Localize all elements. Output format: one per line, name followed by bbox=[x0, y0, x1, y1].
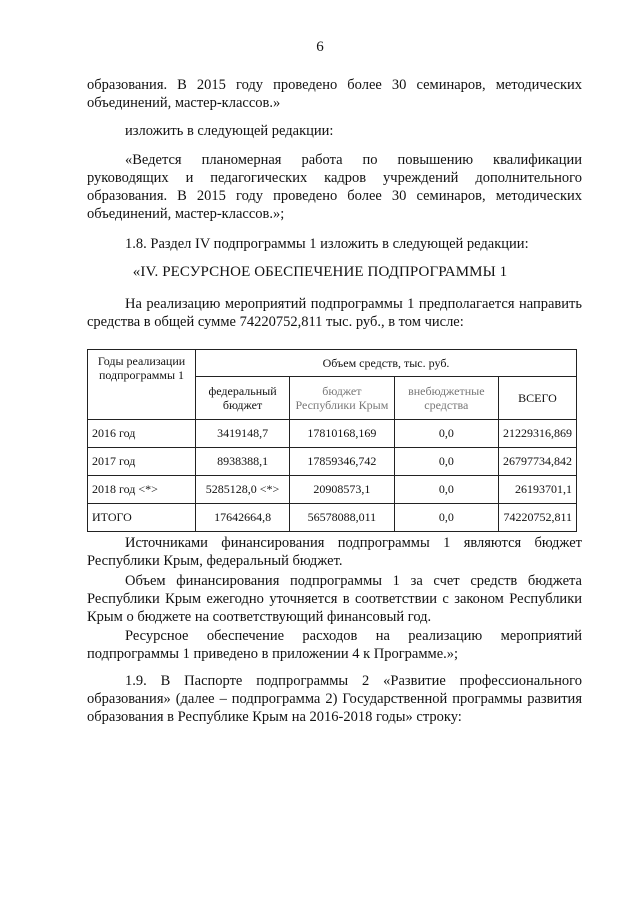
row-federal: 5285128,0 <*> bbox=[196, 476, 290, 504]
paragraph-line: Крым о бюджете на соответствующий финансовый год. bbox=[87, 609, 432, 625]
header-federal: федеральный бюджет bbox=[196, 377, 290, 420]
paragraph-line: образования. В 2015 году проведено более 30 семинаров, методических bbox=[87, 77, 582, 93]
paragraph-line: подпрограммы 1 приведено в приложении 4 к Программе.»; bbox=[87, 646, 459, 662]
header-republic: бюджет Республики Крым bbox=[290, 377, 395, 420]
row-republic: 56578088,011 bbox=[290, 504, 395, 532]
row-extra: 0,0 bbox=[394, 476, 498, 504]
row-republic: 17859346,742 bbox=[290, 448, 395, 476]
header-total: ВСЕГО bbox=[498, 377, 576, 420]
paragraph-line: образования» (далее – подпрограмма 2) Государственной программы развития bbox=[87, 691, 582, 707]
row-year: 2018 год <*> bbox=[88, 476, 196, 504]
paragraph-line: изложить в следующей редакции: bbox=[125, 123, 334, 139]
paragraph-line: Объем финансирования подпрограммы 1 за счет средств бюджета bbox=[125, 573, 582, 589]
paragraph-line: объединений, мастер-классов.» bbox=[87, 95, 281, 111]
paragraph-line: Источниками финансирования подпрограммы 1 являются бюджет bbox=[125, 535, 582, 551]
row-federal: 17642664,8 bbox=[196, 504, 290, 532]
table-row bbox=[88, 476, 577, 504]
header-extra: внебюджетные средства bbox=[394, 377, 498, 420]
row-year: 2016 год bbox=[88, 420, 196, 448]
row-extra: 0,0 bbox=[394, 504, 498, 532]
table-row bbox=[88, 420, 577, 448]
table-row-total bbox=[88, 504, 577, 532]
row-republic: 20908573,1 bbox=[290, 476, 395, 504]
paragraph-line: Республики Крым, федеральный бюджет. bbox=[87, 553, 343, 569]
row-federal: 8938388,1 bbox=[196, 448, 290, 476]
page-number: 6 bbox=[316, 39, 324, 55]
row-total: 74220752,811 bbox=[498, 504, 576, 532]
paragraph-line: Ресурсное обеспечение расходов на реализацию мероприятий bbox=[125, 628, 582, 644]
row-extra: 0,0 bbox=[394, 420, 498, 448]
paragraph-line: объединений, мастер-классов.»; bbox=[87, 206, 285, 222]
row-republic: 17810168,169 bbox=[290, 420, 395, 448]
paragraph-line: руководящих и педагогических кадров учреждений дополнительного bbox=[87, 170, 582, 186]
row-extra: 0,0 bbox=[394, 448, 498, 476]
paragraph-line: образования в Республике Крым на 2016-2018 годы» строку: bbox=[87, 709, 462, 725]
row-total: 21229316,869 bbox=[498, 420, 576, 448]
section-heading: «IV. РЕСУРСНОЕ ОБЕСПЕЧЕНИЕ ПОДПРОГРАММЫ 1 bbox=[132, 264, 508, 280]
paragraph-line: «Ведется планомерная работа по повышению квалификации bbox=[125, 152, 582, 168]
paragraph-line: На реализацию мероприятий подпрограммы 1 предполагается направить bbox=[125, 296, 582, 312]
header-years: Годы реализации подпрограммы 1 bbox=[88, 350, 196, 420]
paragraph-line: средства в общей сумме 74220752,811 тыс. руб., в том числе: bbox=[87, 314, 464, 330]
table-row bbox=[88, 448, 577, 476]
paragraph-line: 1.9. В Паспорте подпрограммы 2 «Развитие профессионального bbox=[125, 673, 582, 689]
row-total: 26797734,842 bbox=[498, 448, 576, 476]
paragraph-line: образования. В 2015 году проведено более 30 семинаров, методических bbox=[87, 188, 582, 204]
row-year: ИТОГО bbox=[88, 504, 196, 532]
paragraph-line: Республики Крым ежегодно уточняется в соответствии с законом Республики bbox=[87, 591, 582, 607]
header-volume: Объем средств, тыс. руб. bbox=[196, 350, 577, 377]
funding-table bbox=[87, 349, 577, 532]
row-year: 2017 год bbox=[88, 448, 196, 476]
row-federal: 3419148,7 bbox=[196, 420, 290, 448]
row-total: 26193701,1 bbox=[498, 476, 576, 504]
paragraph-line: 1.8. Раздел IV подпрограммы 1 изложить в следующей редакции: bbox=[125, 236, 529, 252]
